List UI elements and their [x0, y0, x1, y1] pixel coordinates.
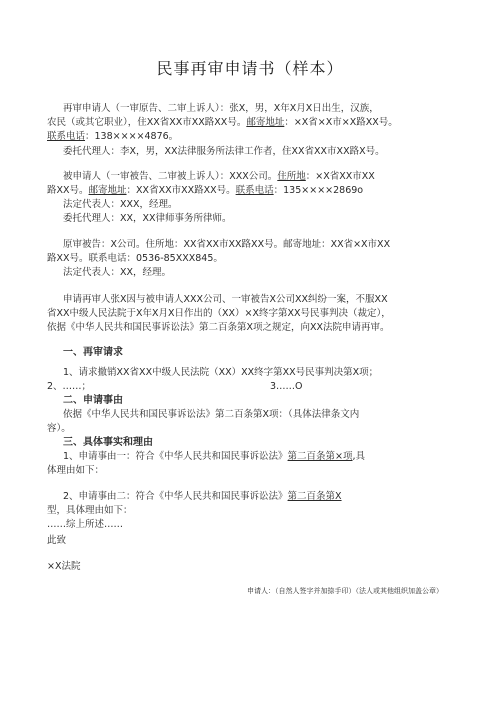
respondent2-legal-rep: 法定代表人：XX，经理。: [63, 267, 172, 278]
signature-line: 申请人：（自然人签字并加捺手印）（法人或其他组织加盖公章）: [247, 587, 443, 595]
section-heading-facts: 三、具体事实和理由: [63, 437, 153, 448]
respondent2-line-1: 原审被告：X公司。住所地：XX省XX市XX路XX号。邮寄地址：XX省×X市XX: [63, 239, 391, 250]
reason-2-line-2: 型，具体理由如下：: [47, 505, 133, 516]
reason-1-line-2: 体理由如下：: [47, 465, 105, 476]
grounds-line-2: 容）。: [47, 423, 71, 434]
document-title: 民事再审申请书（样本）: [156, 59, 344, 78]
applicant-line-2: 农民（或其它职业），住XX省XX市XX路XX号。邮寄地址：×X省×X市×X路XX号。: [47, 117, 398, 128]
section-heading-grounds: 二、申请事由: [63, 395, 123, 406]
respondent1-line-1: 被申请人（一审被告、二审被上诉人）：XXX公司。住所地：×X省XX市XX: [63, 171, 375, 182]
intro-line-3: 依据《中华人民共和国民事诉讼法》第二百条第X项之规定，向XX法院申请再审。: [47, 322, 390, 333]
respondent1-line-2: 路XX号。邮寄地址：XX省XX市XX路XX号。联系电话：135××××2869o: [47, 185, 364, 196]
section-heading-requests: 一、再审请求: [63, 347, 123, 358]
applicant-line-1: 再审申请人（一审原告、二审上诉人）：张X，男，X年X月X日出生，汉族，: [63, 103, 379, 114]
request-item-1: 1、请求撤销XX省XX中级人民法院（XX）XX终字第XX号民事判决第X项；: [63, 367, 379, 378]
respondent2-line-2: 路XX号。联系电话：0536-85XXX845。: [47, 253, 223, 264]
respondent1-legal-rep: 法定代表人：XXX，经理。: [63, 199, 178, 210]
request-item-2: 2、……；: [47, 381, 92, 392]
grounds-line-1: 依据《中华人民共和国民事诉讼法》第二百条第X项：（具体法律条文内: [63, 409, 360, 420]
applicant-agent: 委托代理人：李X，男，XX法律服务所法律工作者，住XX省XX市XX路X号。: [63, 146, 385, 157]
salutation: 此致: [47, 535, 67, 546]
intro-line-1: 申请再审人张X因与被申请人XXX公司、一审被告X公司XX纠纷一案，不服XX: [63, 294, 388, 305]
reason-1-line-1: 1、申请事由一：符合《中华人民共和国民事诉讼法》第二百条第×项,具: [63, 451, 366, 462]
summary-line: ……综上所述……: [47, 519, 124, 530]
respondent1-agent: 委托代理人：XX，XX律师事务所律师。: [63, 213, 232, 224]
court-name: ×X法院: [47, 561, 81, 572]
request-item-3: 3……O: [270, 381, 303, 392]
applicant-line-3: 联系电话：138××××4876。: [47, 131, 179, 142]
reason-2-line-1: 2、申请事由二：符合《中华人民共和国民事诉讼法》第二百条第X: [63, 491, 342, 502]
intro-line-2: 省XX中级人民法院于X年X月X日作出的（XX）×X终字第XX号民事判决（裁定），: [47, 308, 391, 319]
